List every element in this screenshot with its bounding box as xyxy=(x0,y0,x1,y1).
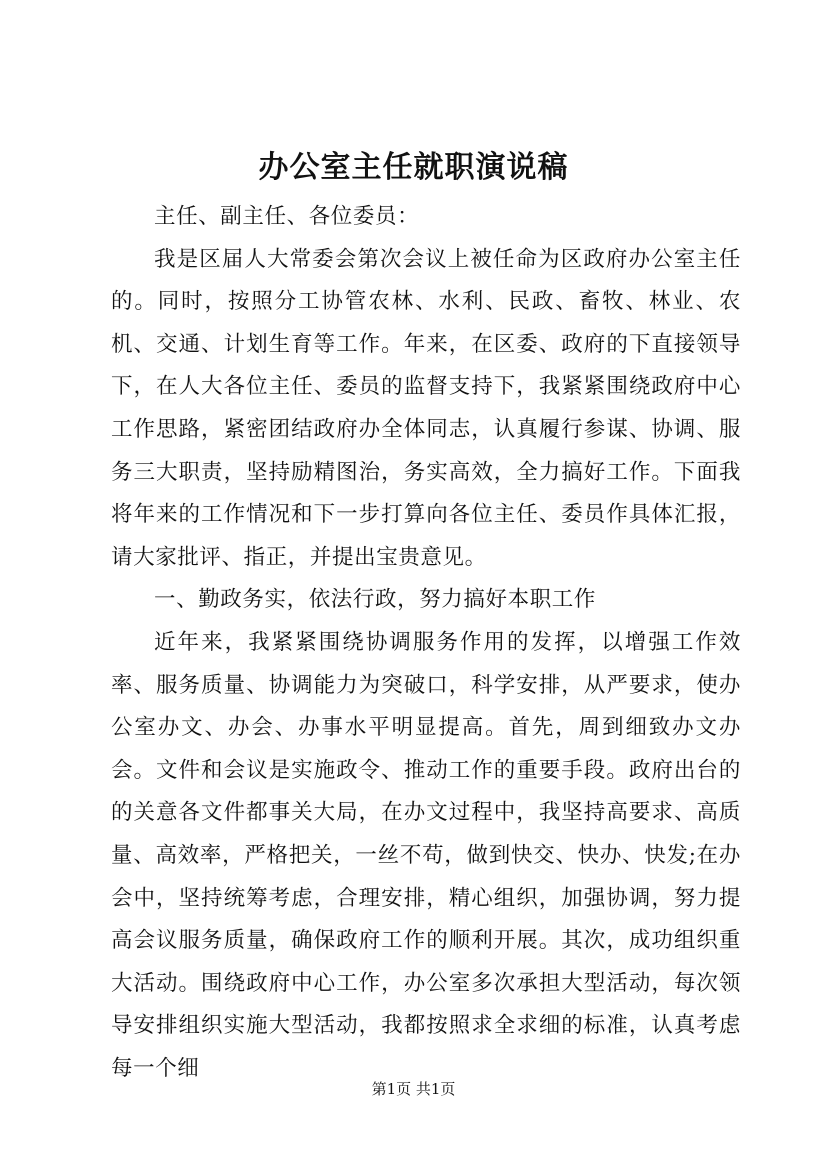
page-footer xyxy=(0,1079,827,1099)
section-1-paragraph: 近年来，我紧紧围绕协调服务作用的发挥，以增强工作效率、服务质量、协调能力为突破口，科学安排，从严要求，使办公室办文、办会、办事水平明显提高。首先，周到细致办文办会。文件和会议是实施政令、推动工作的重要手段。政府出台的的关意各文件都事关大局，在办文过程中，我坚持高要求、高质量、高效率，严格把关，一丝不苟，做到快交、快办、快发;在办会中，坚持统筹考虑，合理安排，精心组织，加强协调，努力提高会议服务质量，确保政府工作的顺利开展。其次，成功组织重大活动。围绕政府中心工作，办公室多次承担大型活动，每次领导安排组织实施大型活动，我都按照求全求细的标准，认真考虑每一个细 xyxy=(111,629,741,1081)
document-title: 办公室主任就职演说稿 xyxy=(258,150,569,185)
salutation-paragraph: 主任、副主任、各位委员： xyxy=(154,204,420,229)
page-number-label: 第1页 共1页 xyxy=(371,1080,456,1098)
intro-paragraph: 我是区届人大常委会第次会议上被任命为区政府办公室主任的。同时，按照分工协管农林、水利、民政、畜牧、林业、农机、交通、计划生育等工作。年来，在区委、政府的下直接领导下，在人大各位主任、委员的监督支持下，我紧紧围绕政府中心工作思路，紧密团结政府办全体同志，认真履行参谋、协调、服务三大职责，坚持励精图治，务实高效，全力搞好工作。下面我将年来的工作情况和下一步打算向各位主任、委员作具体汇报，请大家批评、指正，并提出宝贵意见。 xyxy=(111,246,741,570)
document-body xyxy=(111,196,741,1090)
section-heading-1: 一、勤政务实，依法行政，努力搞好本职工作 xyxy=(154,587,597,613)
